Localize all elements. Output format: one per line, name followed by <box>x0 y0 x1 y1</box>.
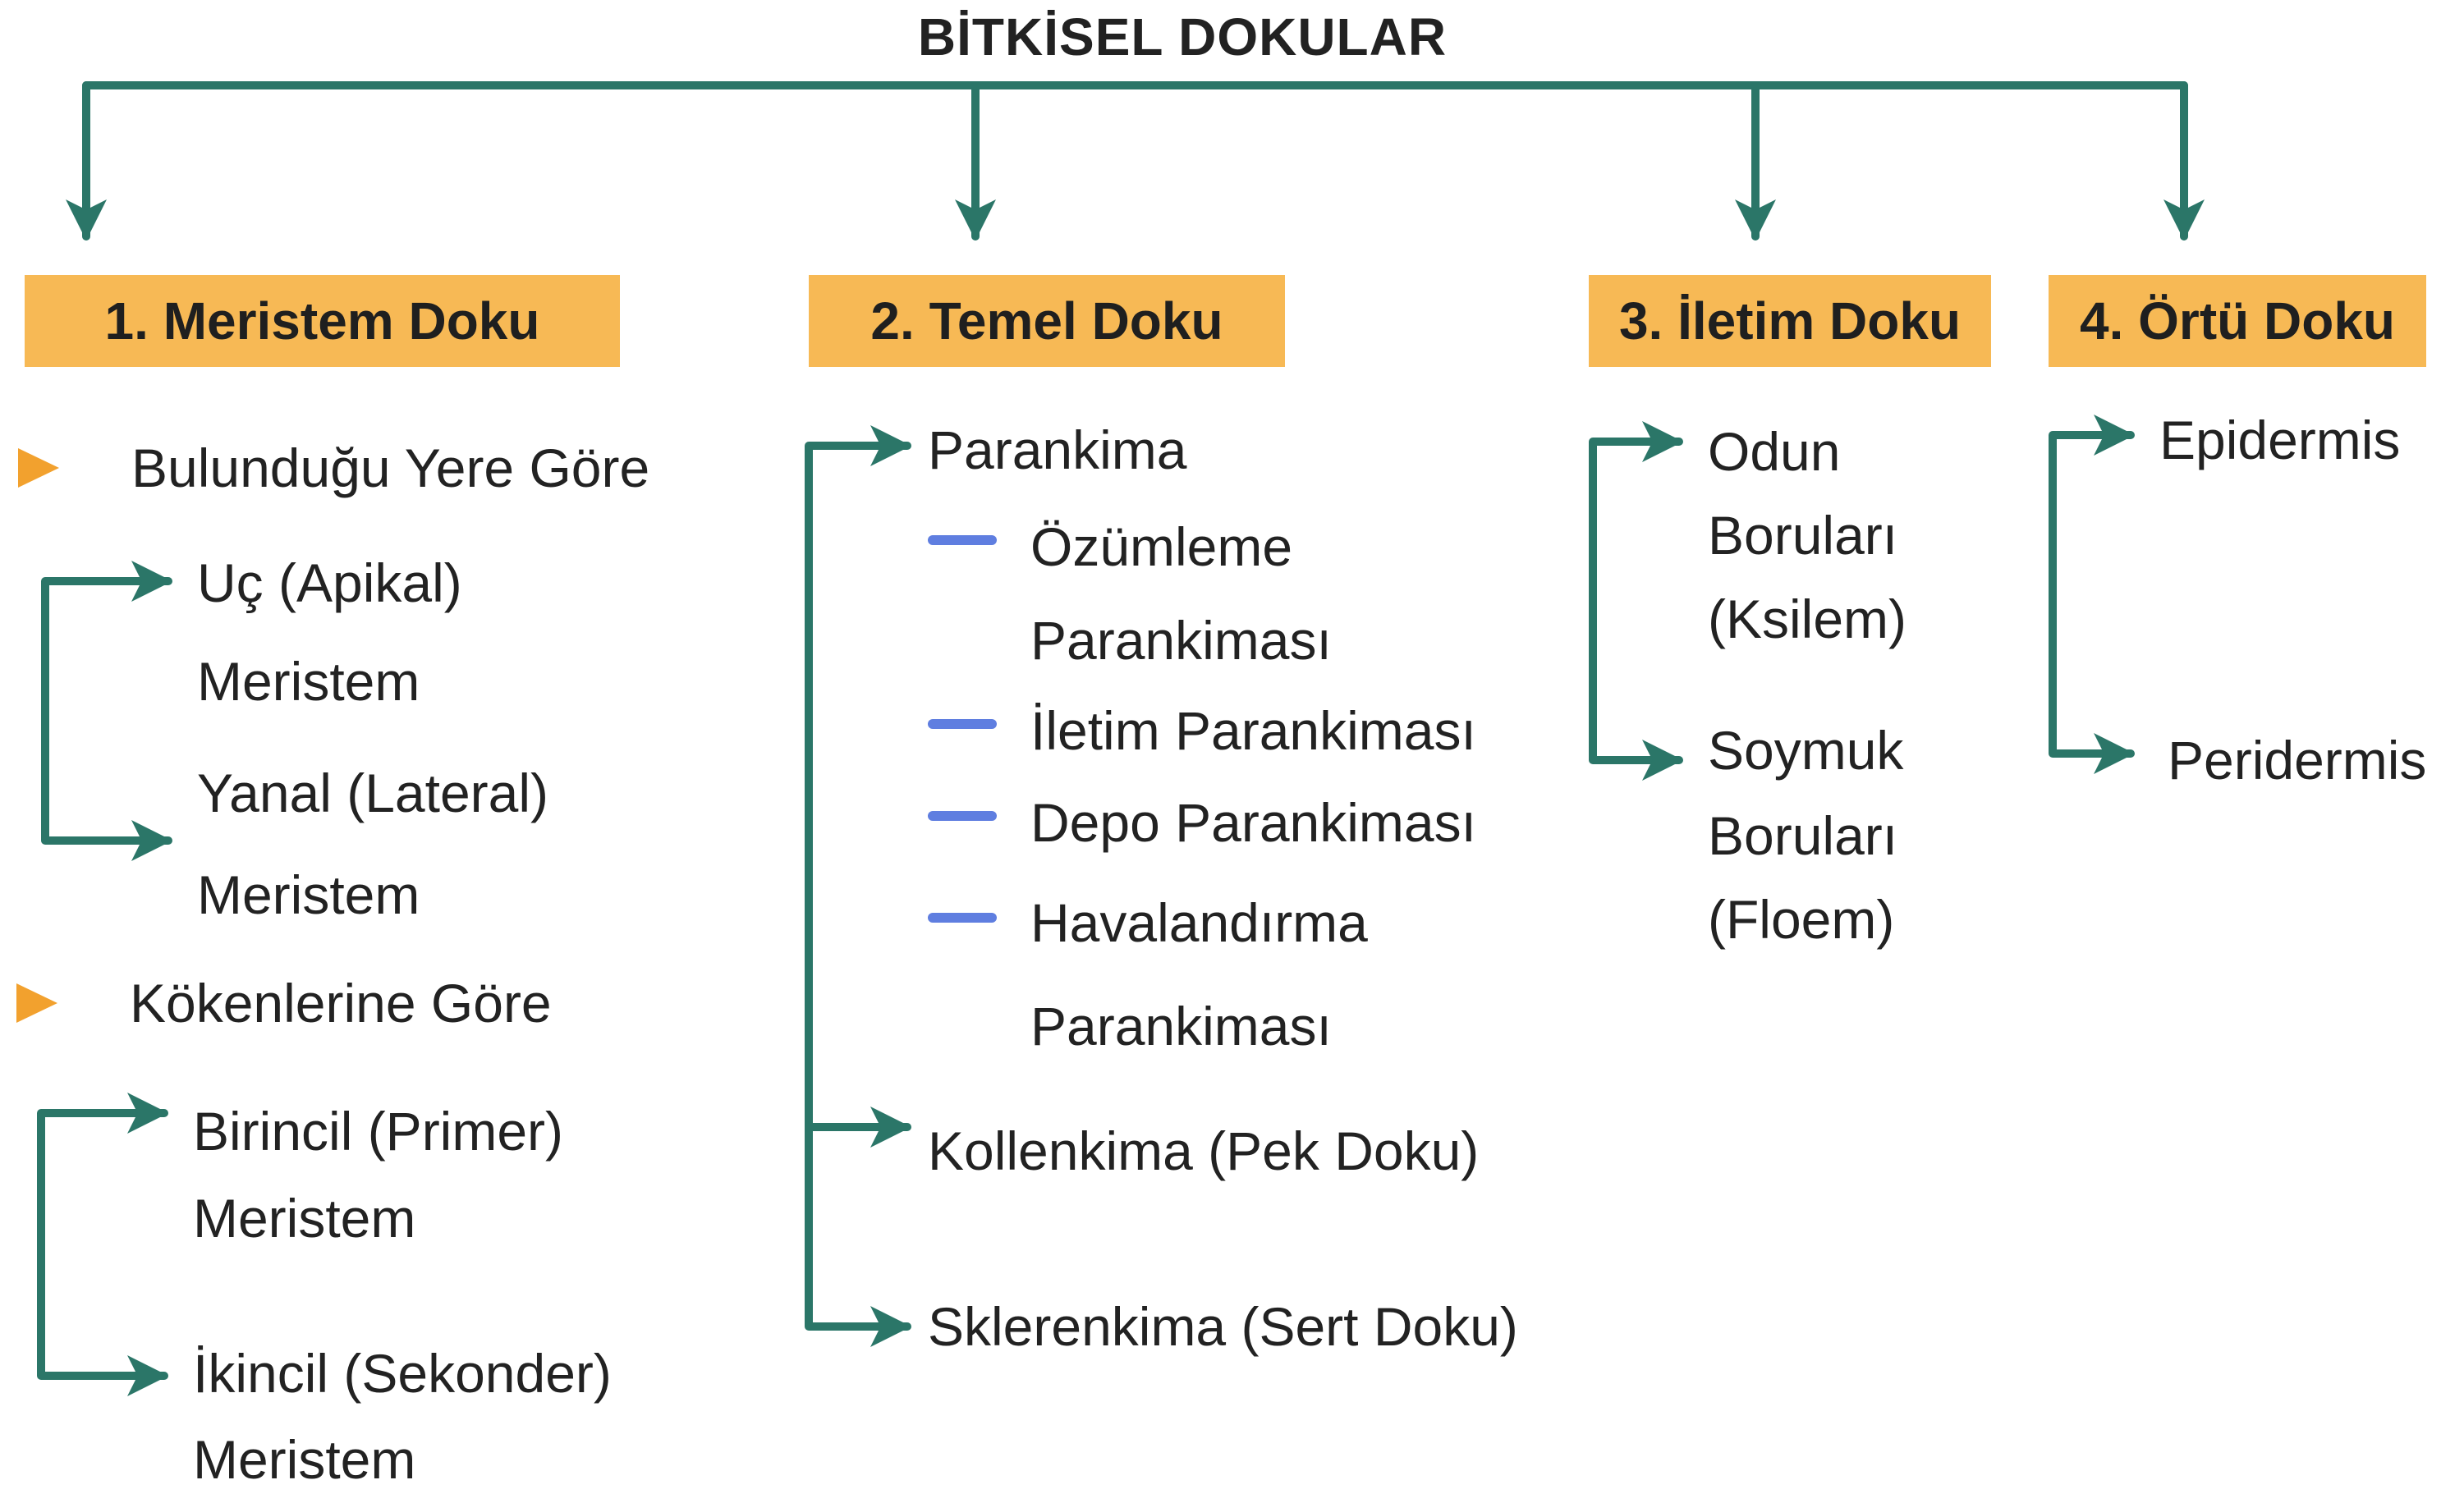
item-epidermis: Epidermis <box>2159 410 2401 470</box>
subitem-ozumleme-line1: Özümleme <box>1030 516 1293 577</box>
item-peridermis: Peridermis <box>2168 730 2427 790</box>
top-bus-line <box>86 85 2184 189</box>
item-sekonder-line2: Meristem <box>193 1429 416 1490</box>
item-soymuk-line2: Boruları <box>1708 805 1898 866</box>
item-lateral-line1: Yanal (Lateral) <box>197 763 549 823</box>
item-parankima: Parankima <box>928 419 1187 480</box>
item-odun-line1: Odun <box>1708 421 1841 482</box>
category-box-ortu: 4. Örtü Doku <box>2049 275 2426 367</box>
bracket-temel <box>809 446 899 1327</box>
bullet-icon <box>16 983 57 1023</box>
bracket-ortu <box>2053 435 2122 754</box>
category-box-temel: 2. Temel Doku <box>809 275 1285 367</box>
item-kollenkima: Kollenkima (Pek Doku) <box>928 1120 1480 1181</box>
bracket-location <box>45 581 160 841</box>
item-apikal-line2: Meristem <box>197 651 420 712</box>
dash-icon <box>928 913 997 923</box>
bracket-iletim <box>1593 442 1671 760</box>
item-odun-line2: Boruları <box>1708 505 1898 566</box>
item-primer-line1: Birincil (Primer) <box>193 1101 563 1162</box>
subitem-havalandirma-line2: Parankiması <box>1030 996 1332 1056</box>
subitem-depo-parankimasi: Depo Parankiması <box>1030 792 1476 853</box>
bracket-origin <box>41 1113 156 1376</box>
item-primer-line2: Meristem <box>193 1188 416 1249</box>
item-sekonder-line1: İkincil (Sekonder) <box>193 1343 612 1404</box>
item-soymuk-line3: (Floem) <box>1708 889 1895 950</box>
subitem-ozumleme-line2: Parankiması <box>1030 610 1332 671</box>
dash-icon <box>928 719 997 729</box>
subitem-iletim-parankimasi: İletim Parankiması <box>1030 700 1476 761</box>
category-box-meristem: 1. Meristem Doku <box>25 275 620 367</box>
subitem-havalandirma-line1: Havalandırma <box>1030 892 1368 953</box>
bullet-icon <box>18 448 59 488</box>
dash-icon <box>928 535 997 545</box>
item-lateral-line2: Meristem <box>197 864 420 925</box>
group-label-location: Bulunduğu Yere Göre <box>131 438 650 498</box>
dash-icon <box>928 811 997 821</box>
category-box-iletim: 3. İletim Doku <box>1589 275 1991 367</box>
diagram-title: BİTKİSEL DOKULAR <box>917 7 1448 66</box>
item-sklerenkima: Sklerenkima (Sert Doku) <box>928 1296 1518 1357</box>
group-label-origin: Kökenlerine Göre <box>130 973 552 1033</box>
item-odun-line3: (Ksilem) <box>1708 589 1907 649</box>
item-apikal-line1: Uç (Apikal) <box>197 552 462 613</box>
item-soymuk-line1: Soymuk <box>1708 720 1904 781</box>
